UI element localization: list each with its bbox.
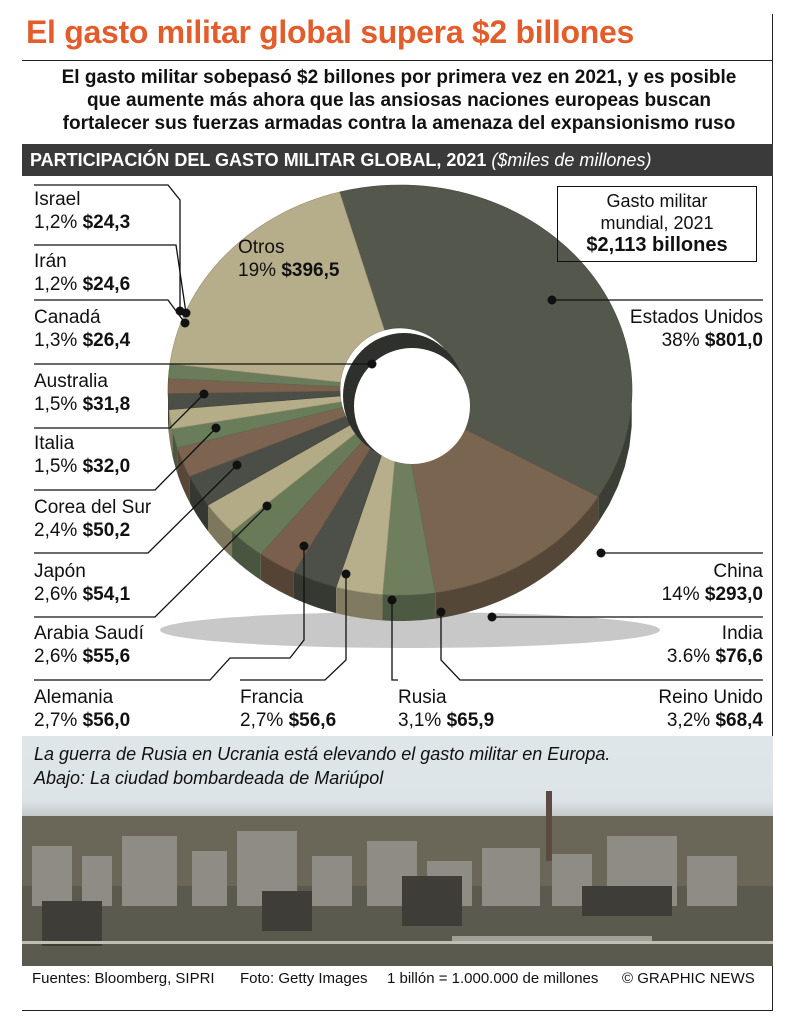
label-pct: 2,4%: [34, 520, 83, 541]
label-ir-n: [34, 250, 130, 296]
label-name: Italia: [34, 433, 75, 454]
label-estados-unidos: [630, 306, 763, 352]
label-pct: 38%: [661, 330, 705, 351]
photo-caption: [34, 742, 610, 790]
label-alemania: [34, 686, 130, 732]
label-name: Estados Unidos: [629, 307, 763, 328]
label-pct: 19%: [238, 260, 282, 281]
label-pct: 3,1%: [398, 710, 447, 731]
label-corea-del-sur: [34, 496, 151, 542]
leader-dot-14: [176, 307, 185, 316]
chart-title: PARTICIPACIÓN DEL GASTO MILITAR GLOBAL, 2021: [30, 150, 487, 170]
label-value: $396,5: [281, 260, 340, 281]
caption-line-1: La guerra de Rusia en Ucrania está elevando el gasto militar en Europa.: [34, 744, 611, 764]
label-value: $50,2: [82, 520, 131, 541]
label-pct: 1,2%: [34, 274, 83, 295]
label-name: Alemania: [34, 687, 114, 708]
label-value: $76,6: [715, 646, 763, 667]
footer-sources: Fuentes: Bloomberg, SIPRI: [32, 970, 215, 987]
label-pct: 2,7%: [240, 710, 289, 731]
label-name: Japón: [34, 561, 86, 582]
label-israel: [34, 188, 130, 234]
label-name: Arabia Saudí: [34, 623, 144, 644]
label-pct: 14%: [661, 584, 705, 605]
label-jap-n: [34, 560, 130, 606]
label-value: $293,0: [704, 584, 763, 605]
label-arabia-saud-: [34, 622, 144, 668]
label-value: $55,6: [82, 646, 131, 667]
leader-dot-7: [263, 502, 272, 511]
label-name: Canadá: [34, 307, 101, 328]
total-value: $2,113 billones: [586, 234, 728, 256]
label-value: $54,1: [82, 584, 131, 605]
label-canad-: [34, 306, 130, 352]
total-line-1: Gasto militar: [606, 191, 708, 211]
leader-dot-12: [181, 319, 190, 328]
label-reino-unido: [658, 686, 763, 732]
label-value: $801,0: [704, 330, 763, 351]
label-name: China: [713, 561, 763, 582]
leader-dot-10: [200, 390, 209, 399]
label-pct: 1,5%: [34, 394, 83, 415]
label-value: $32,0: [82, 456, 131, 477]
footer-credit: © GRAPHIC NEWS: [622, 970, 755, 987]
subtitle-line-1: El gasto militar sobepasó $2 billones por primera vez en 2021, y es posible: [61, 67, 737, 88]
leader-dot-4: [388, 596, 397, 605]
leader-dot-5: [342, 570, 351, 579]
label-pct: 1,3%: [34, 330, 83, 351]
label-rusia: [398, 686, 494, 732]
label-pct: 1,2%: [34, 212, 83, 233]
footer-note: 1 billón = 1.000.000 de millones: [387, 970, 599, 987]
label-india: [667, 622, 763, 668]
label-pct: 2,6%: [34, 584, 83, 605]
label-pct: 2,7%: [34, 710, 83, 731]
subtitle-line-3: fortalecer sus fuerzas armadas contra la amenaza del expansionismo ruso: [62, 113, 736, 134]
label-australia: [34, 370, 130, 416]
label-value: $24,3: [82, 212, 131, 233]
leader-dot-0: [548, 296, 557, 305]
total-line-2: mundial, 2021: [600, 213, 714, 233]
label-otros: [238, 236, 339, 282]
label-name: Reino Unido: [658, 687, 763, 708]
label-value: $68,4: [715, 710, 763, 731]
label-pct: 2,6%: [34, 646, 83, 667]
leader-dot-1: [597, 549, 606, 558]
label-value: $56,6: [288, 710, 337, 731]
leader-dot-3: [437, 608, 446, 617]
label-name: India: [721, 623, 763, 644]
leader-dot-2: [488, 613, 497, 622]
label-name: Francia: [240, 687, 304, 708]
total-box: [557, 186, 757, 262]
label-francia: [240, 686, 336, 732]
footer: [22, 966, 773, 992]
label-name: Rusia: [398, 687, 447, 708]
label-pct: 3.6%: [666, 646, 716, 667]
chart-unit: ($miles de millones): [491, 150, 652, 170]
leader-dot-11: [368, 360, 377, 369]
label-value: $65,9: [446, 710, 495, 731]
leader-dot-9: [212, 424, 221, 433]
caption-line-2: Abajo: La ciudad bombardeada de Mariúpol: [34, 768, 384, 788]
label-name: Corea del Sur: [34, 497, 152, 518]
label-pct: 3,2%: [666, 710, 716, 731]
label-name: Otros: [238, 237, 285, 258]
label-value: $24,6: [82, 274, 131, 295]
label-italia: [34, 432, 130, 478]
leader-dot-8: [233, 461, 242, 470]
label-value: $26,4: [82, 330, 131, 351]
label-name: Israel: [34, 189, 81, 210]
label-name: Australia: [34, 371, 108, 392]
label-name: Irán: [34, 251, 67, 272]
subtitle-line-2: que aumente más ahora que las ansiosas naciones europeas buscan: [86, 90, 712, 111]
footer-photo-credit: Foto: Getty Images: [240, 970, 368, 987]
label-value: $31,8: [82, 394, 131, 415]
label-pct: 1,5%: [34, 456, 83, 477]
label-value: $56,0: [82, 710, 131, 731]
leader-dot-6: [300, 542, 309, 551]
label-china: [662, 560, 763, 606]
page-title: El gasto militar global supera $2 billones: [26, 14, 635, 50]
